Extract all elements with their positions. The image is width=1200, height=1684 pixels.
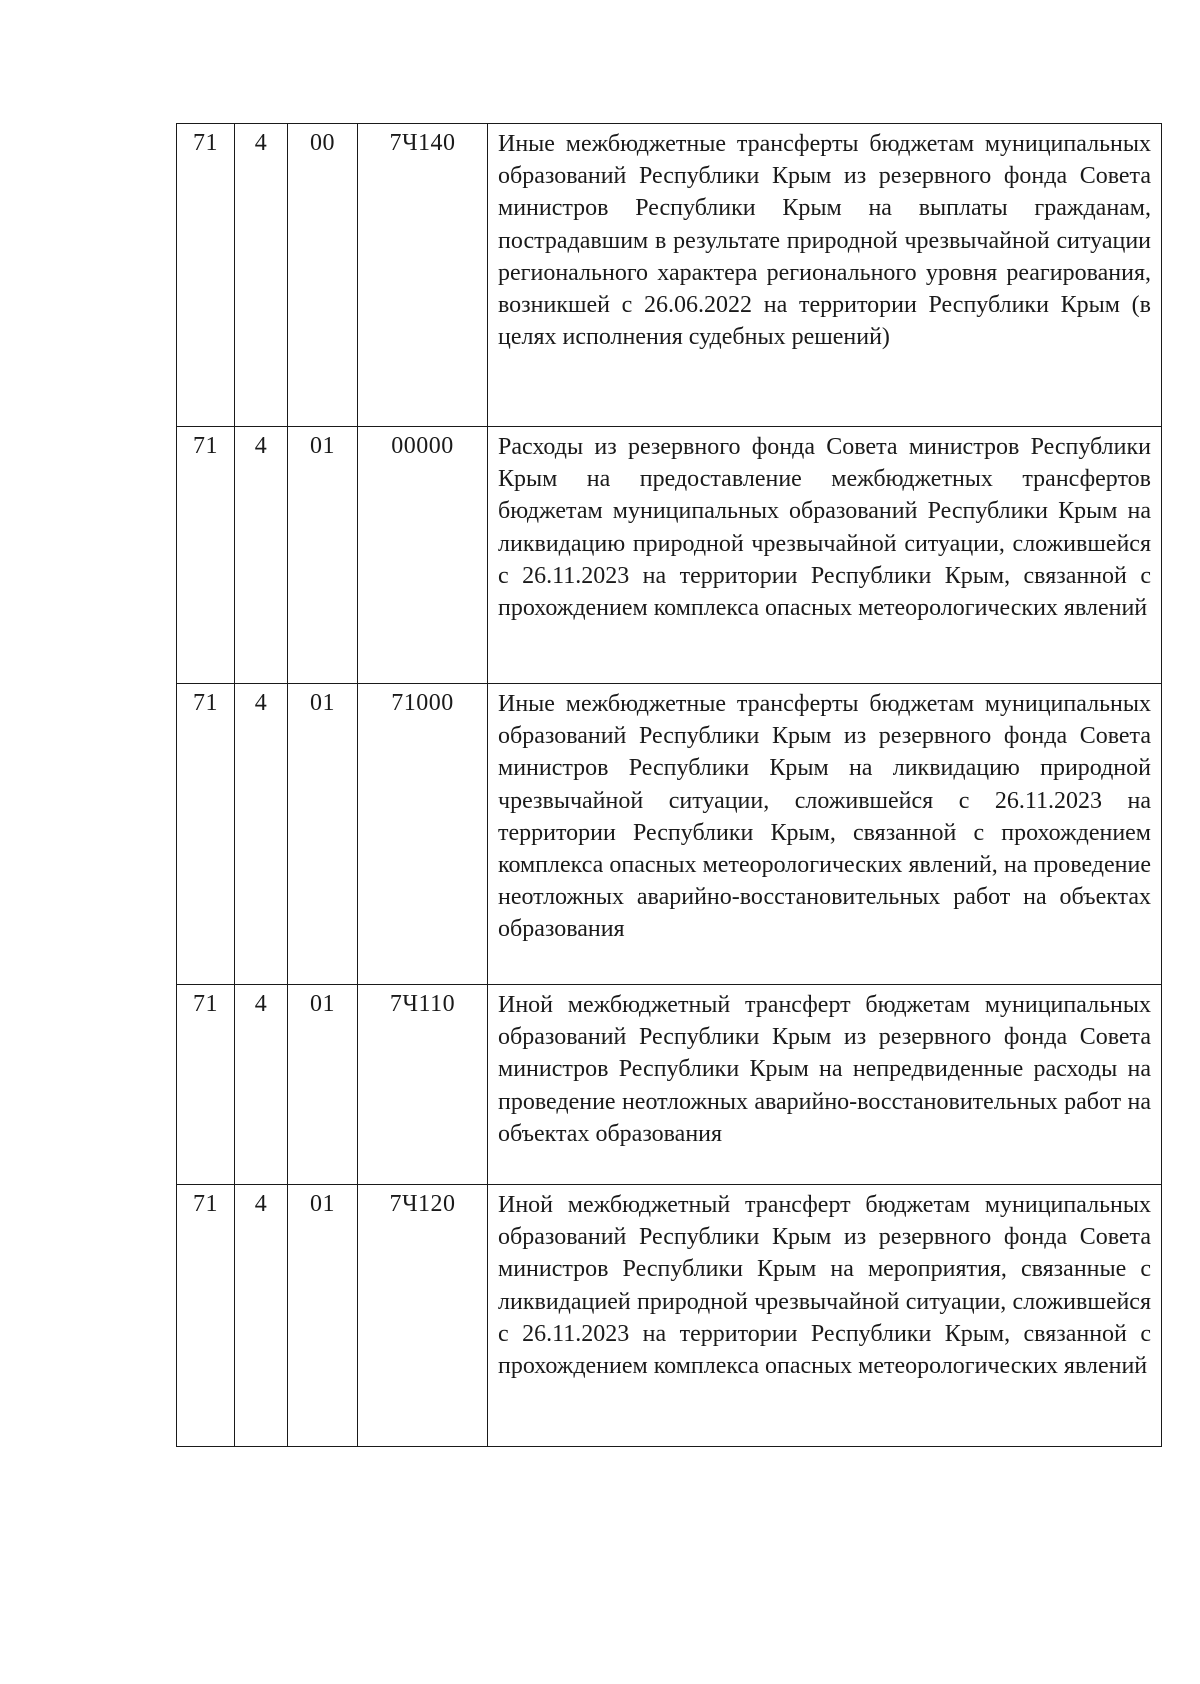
code-item: 7Ч140 <box>358 124 488 427</box>
code-subsection: 4 <box>235 684 288 985</box>
code-item: 7Ч110 <box>358 985 488 1185</box>
code-item: 71000 <box>358 684 488 985</box>
row-description: Иной межбюджетный трансферт бюджетам муниципальных образований Республики Крым из резервного фонда Совета министров Республики Крым на мероприятия, связанные с ликвидацией природной чрезвычайной ситуации, сложившейся с 26.11.2023 на территории Республики Крым, связанной с прохождением комплекса опасных метеорологических явлений <box>488 1185 1162 1447</box>
code-item: 7Ч120 <box>358 1185 488 1447</box>
code-subsection: 4 <box>235 124 288 427</box>
code-section: 71 <box>177 985 235 1185</box>
table-row <box>177 427 1162 684</box>
row-description: Иной межбюджетный трансферт бюджетам муниципальных образований Республики Крым из резервного фонда Совета министров Республики Крым на непредвиденные расходы на проведение неотложных аварийно-восстановительных работ на объектах образования <box>488 985 1162 1185</box>
table-row <box>177 124 1162 427</box>
code-section: 71 <box>177 684 235 985</box>
table-row <box>177 1185 1162 1447</box>
code-item: 00000 <box>358 427 488 684</box>
code-group: 01 <box>288 1185 358 1447</box>
table-row <box>177 985 1162 1185</box>
code-section: 71 <box>177 427 235 684</box>
code-subsection: 4 <box>235 427 288 684</box>
code-group: 01 <box>288 684 358 985</box>
code-group: 00 <box>288 124 358 427</box>
code-group: 01 <box>288 427 358 684</box>
code-section: 71 <box>177 124 235 427</box>
code-section: 71 <box>177 1185 235 1447</box>
code-subsection: 4 <box>235 1185 288 1447</box>
row-description: Иные межбюджетные трансферты бюджетам муниципальных образований Республики Крым из резервного фонда Совета министров Республики Крым на ликвидацию природной чрезвычайной ситуации, сложившейся с 26.11.2023 на территории Республики Крым, связанной с прохождением комплекса опасных метеорологических явлений, на проведение неотложных аварийно-восстановительных работ на объектах образования <box>488 684 1162 985</box>
row-description: Иные межбюджетные трансферты бюджетам муниципальных образований Республики Крым из резервного фонда Совета министров Республики Крым на выплаты гражданам, пострадавшим в результате природной чрезвычайной ситуации регионального характера регионального уровня реагирования, возникшей с 26.06.2022 на территории Республики Крым (в целях исполнения судебных решений) <box>488 124 1162 427</box>
budget-classification-table <box>176 123 1162 1447</box>
code-subsection: 4 <box>235 985 288 1185</box>
table-row <box>177 684 1162 985</box>
row-description: Расходы из резервного фонда Совета министров Республики Крым на предоставление межбюджетных трансфертов бюджетам муниципальных образований Республики Крым на ликвидацию природной чрезвычайной ситуации, сложившейся с 26.11.2023 на территории Республики Крым, связанной с прохождением комплекса опасных метеорологических явлений <box>488 427 1162 684</box>
code-group: 01 <box>288 985 358 1185</box>
